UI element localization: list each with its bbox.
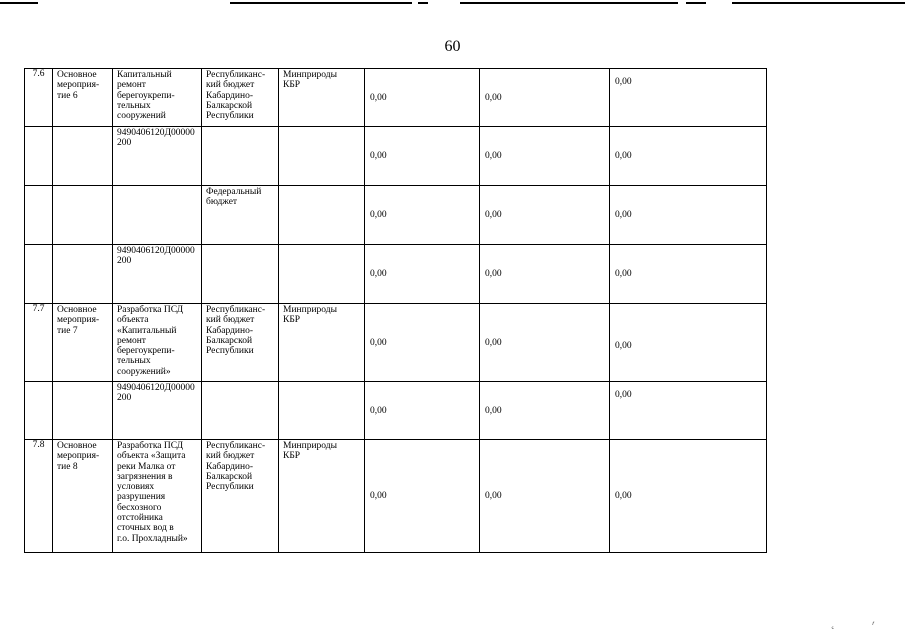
row-number: 7.8 (25, 440, 53, 553)
header-rule-1 (0, 2, 38, 4)
source-cell: Республиканс- кий бюджет Кабардино- Балкарской Республики (202, 69, 279, 127)
name-cell: Капитальный ремонт берегоукрепи- тельных сооружений (113, 69, 202, 127)
header-rule-4 (460, 2, 678, 4)
value-cell-1: 0,00 (365, 186, 480, 245)
measure-cell (53, 127, 113, 186)
executor-cell (279, 186, 365, 245)
header-rule-6 (732, 2, 905, 4)
name-cell: 9490406120Д00000 200 (113, 127, 202, 186)
value-cell-1: 0,00 (365, 440, 480, 553)
value-cell-2: 0,00 (480, 382, 610, 440)
source-cell: Республиканс- кий бюджет Кабардино- Балкарской Республики (202, 304, 279, 382)
table-row (25, 304, 767, 382)
row-number: 7.6 (25, 69, 53, 127)
source-cell: Федеральный бюджет (202, 186, 279, 245)
value-cell-3: 0,00 (610, 127, 767, 186)
value-cell-2: 0,00 (480, 186, 610, 245)
table-row (25, 245, 767, 304)
executor-cell (279, 245, 365, 304)
value-cell-1: 0,00 (365, 69, 480, 127)
row-number (25, 245, 53, 304)
table-row (25, 69, 767, 127)
table-row (25, 440, 767, 553)
name-cell: 9490406120Д00000 200 (113, 245, 202, 304)
source-cell (202, 382, 279, 440)
value-cell-1: 0,00 (365, 245, 480, 304)
value-cell-1: 0,00 (365, 382, 480, 440)
header-rule-3 (418, 2, 428, 4)
value-cell-3: 0,00 (610, 382, 767, 440)
row-number (25, 127, 53, 186)
value-cell-1: 0,00 (365, 127, 480, 186)
executor-cell: Минприроды КБР (279, 440, 365, 553)
scan-artifact-mark: ᶜ (830, 623, 836, 634)
header-rule-5 (686, 2, 706, 4)
source-cell (202, 245, 279, 304)
value-cell-2: 0,00 (480, 127, 610, 186)
header-rule-2 (230, 2, 412, 4)
measure-cell (53, 186, 113, 245)
row-number: 7.7 (25, 304, 53, 382)
row-number (25, 186, 53, 245)
page-number: 60 (444, 38, 461, 55)
measure-cell (53, 245, 113, 304)
source-cell (202, 127, 279, 186)
measure-cell: Основное мероприя- тие 6 (53, 69, 113, 127)
value-cell-3: 0,00 (610, 440, 767, 553)
table-row (25, 382, 767, 440)
value-cell-3: 0,00 (610, 69, 767, 127)
measure-cell (53, 382, 113, 440)
name-cell: Разработка ПСД объекта «Капитальный ремонт берегоукрепи- тельных сооружений» (113, 304, 202, 382)
value-cell-2: 0,00 (480, 69, 610, 127)
table-row (25, 127, 767, 186)
executor-cell: Минприроды КБР (279, 69, 365, 127)
executor-cell (279, 382, 365, 440)
value-cell-3: 0,00 (610, 186, 767, 245)
value-cell-2: 0,00 (480, 245, 610, 304)
name-cell: 9490406120Д00000 200 (113, 382, 202, 440)
executor-cell (279, 127, 365, 186)
table-row (25, 186, 767, 245)
value-cell-1: 0,00 (365, 304, 480, 382)
value-cell-3: 0,00 (610, 245, 767, 304)
source-cell: Республиканс- кий бюджет Кабардино- Балкарской Республики (202, 440, 279, 553)
measure-cell: Основное мероприя- тие 7 (53, 304, 113, 382)
budget-table (24, 68, 767, 553)
name-cell (113, 186, 202, 245)
value-cell-2: 0,00 (480, 304, 610, 382)
value-cell-2: 0,00 (480, 440, 610, 553)
name-cell: Разработка ПСД объекта «Защита реки Малка от загрязнения в условиях разрушения бесхозного отстойника сточных вод в г.о. Прохладный» (113, 440, 202, 553)
row-number (25, 382, 53, 440)
executor-cell: Минприроды КБР (279, 304, 365, 382)
value-cell-3: 0,00 (610, 304, 767, 382)
measure-cell: Основное мероприя- тие 8 (53, 440, 113, 553)
scan-artifact-mark: ᶠ (870, 619, 875, 630)
